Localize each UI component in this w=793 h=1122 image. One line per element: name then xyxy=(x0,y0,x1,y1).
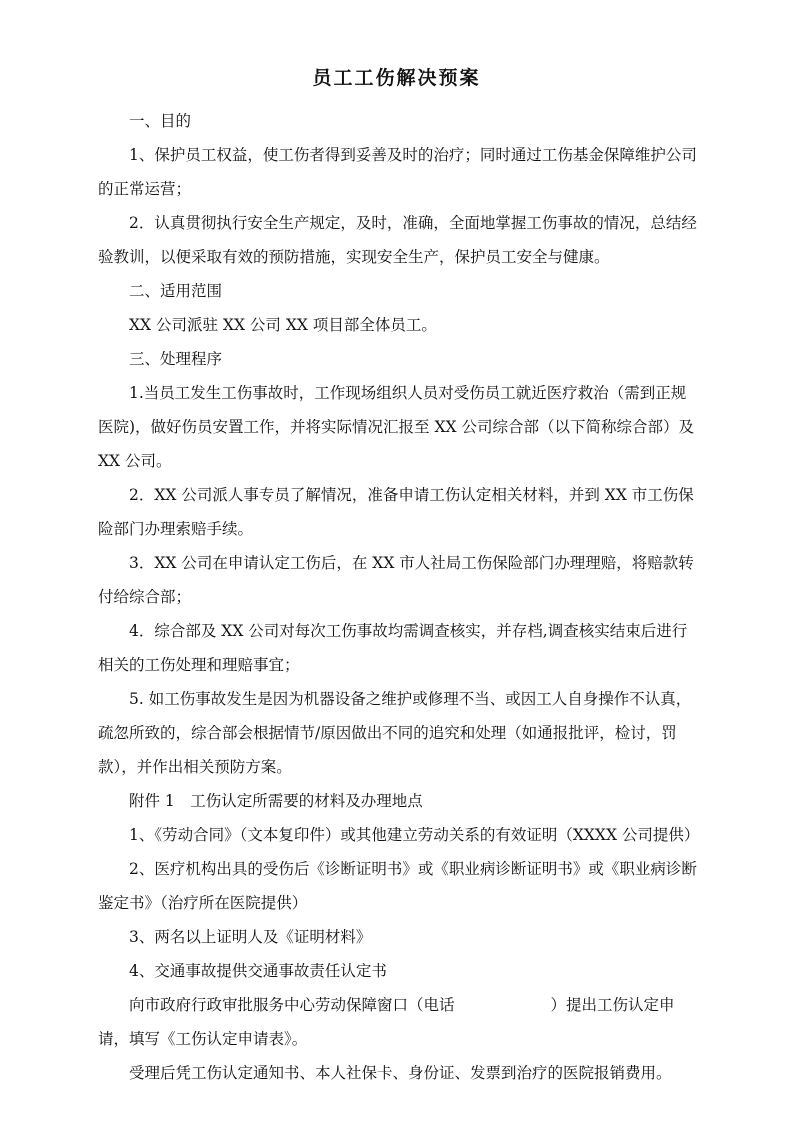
section-heading-purpose: 一、目的 xyxy=(129,112,192,130)
attachment-item-1: 1、《劳动合同》（文本复印件）或其他建立劳动关系的有效证明（XXXX 公司提供） xyxy=(129,826,700,844)
section-heading-scope: 二、适用范围 xyxy=(129,282,223,300)
purpose-item-1: 1、保护员工权益，使工伤者得到妥善及时的治疗；同时通过工伤基金保障维护公司的正常运营； xyxy=(98,146,697,198)
attachment-heading: 附件 1 工伤认定所需要的材料及办理地点 xyxy=(129,792,423,810)
scope-text: XX 公司派驻 XX 公司 XX 项目部全体员工。 xyxy=(129,316,437,334)
attachment-application-paragraph xyxy=(98,988,698,1056)
application-text-part-2: ）提出工伤认定申请，填写《工伤认定申请表》。 xyxy=(98,996,675,1048)
section-heading-procedure: 三、处理程序 xyxy=(129,350,223,368)
attachment-item-4: 4、交通事故提供交通事故责任认定书 xyxy=(129,962,387,980)
attachment-reimbursement-text: 受理后凭工伤认定通知书、本人社保卡、身份证、发票到治疗的医院报销费用。 xyxy=(129,1064,672,1082)
procedure-item-1: 1.当员工发生工伤事故时，工作现场组织人员对受伤员工就近医疗救治（需到正规医院)，做好伤员安置工作，并将实际情况汇报至 XX 公司综合部（以下简称综合部）及 XX 公司。 xyxy=(98,384,694,470)
procedure-item-4: 4．综合部及 XX 公司对每次工伤事故均需调查核实，并存档,调查核实结束后进行相关的工伤处理和理赔事宜； xyxy=(98,622,688,674)
procedure-item-5: 5. 如工伤事故发生是因为机器设备之维护或修理不当、或因工人自身操作不认真，疏忽所致的，综合部会根据情节/原因做出不同的追究和处理（如通报批评，检讨，罚款），并作出相关预防方案。 xyxy=(98,690,692,776)
purpose-item-2: 2．认真贯彻执行安全生产规定，及时，准确，全面地掌握工伤事故的情况，总结经验教训，以便采取有效的预防措施，实现安全生产，保护员工安全与健康。 xyxy=(98,214,697,266)
application-text-part-1: 向市政府行政审批服务中心劳动保障窗口（电话 xyxy=(129,996,455,1014)
procedure-item-2: 2．XX 公司派人事专员了解情况，准备申请工伤认定相关材料，并到 XX 市工伤保险部门办理索赔手续。 xyxy=(98,486,694,538)
attachment-item-3: 3、两名以上证明人及《证明材料》 xyxy=(129,928,372,946)
procedure-item-3: 3．XX 公司在申请认定工伤后，在 XX 市人社局工伤保险部门办理理赔，将赔款转付给综合部； xyxy=(98,554,694,606)
document-title: 员工工伤解决预案 xyxy=(312,67,481,89)
document-body xyxy=(98,104,698,1090)
attachment-item-2: 2、医疗机构出具的受伤后《诊断证明书》或《职业病诊断证明书》或《职业病诊断鉴定书》（治疗所在医院提供） xyxy=(98,860,697,912)
